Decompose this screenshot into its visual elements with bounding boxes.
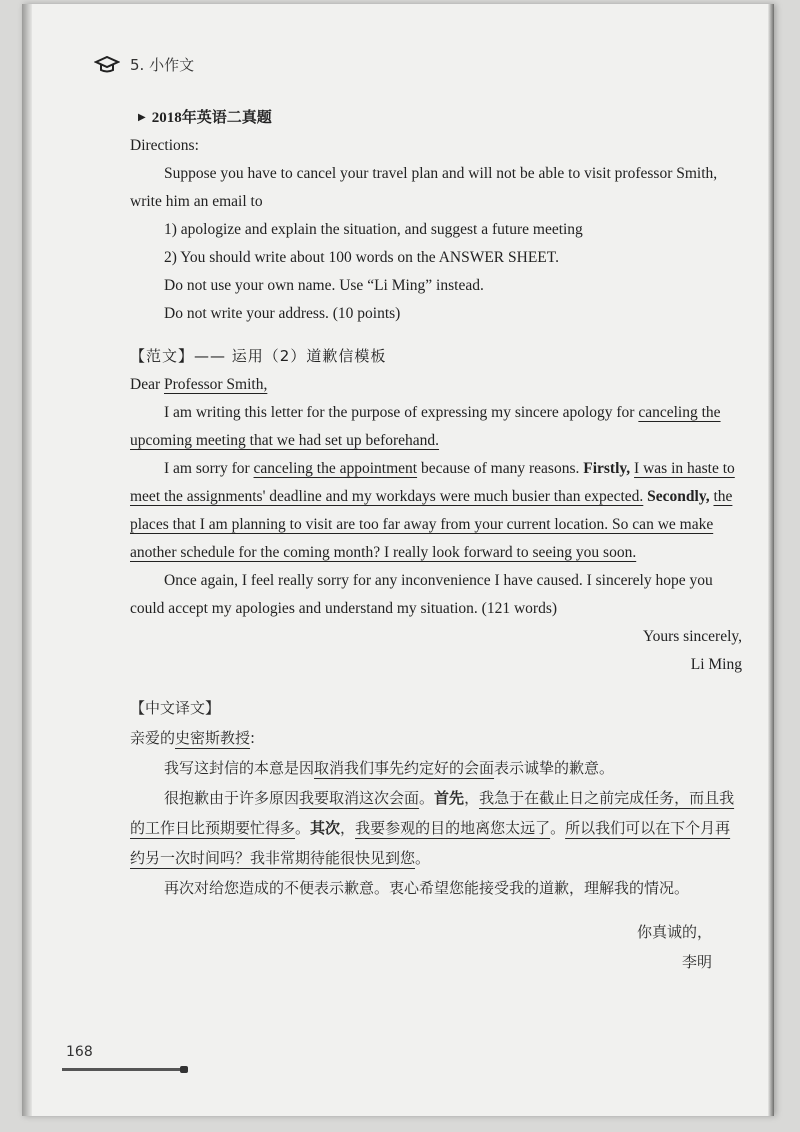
letter-closing: Yours sincerely, (642, 628, 742, 645)
letter-greeting (130, 371, 742, 399)
cn-p2-underlined-j: 所以我们可以在下个月再约另一次时间吗？我非常期待能很快见到您 (130, 819, 731, 867)
translation-closing: 你真诚的， (636, 923, 712, 941)
cn-greeting-a: 亲爱的 (130, 729, 176, 747)
cn-p2-second: 其次 (310, 819, 341, 837)
directions-label: Directions: (130, 137, 199, 154)
page-number: 168 (66, 1044, 93, 1060)
greeting-prefix: Dear (130, 376, 164, 393)
cn-p1-underlined: 取消我们事先约定好的会面 (314, 759, 495, 777)
exam-title (138, 104, 742, 132)
p2-text-a: I am sorry for (164, 460, 254, 477)
page-edge-shadow (768, 4, 774, 1116)
section-header (94, 54, 194, 75)
p1-text: I am writing this letter for the purpose of expressing my sincere apology for (164, 404, 639, 421)
cn-p1-a: 我写这封信的本意是因 (164, 759, 315, 777)
exam-title-text: 2018年英语二真题 (151, 110, 272, 126)
p2-secondly: Secondly, (647, 488, 710, 505)
cn-p2-first: 首先 (434, 789, 465, 807)
p2-underlined-e: I was in haste to meet the assignments' deadline and my workdays were much busier than expected. (130, 460, 735, 505)
cn-greeting-name: 史密斯教授 (175, 729, 251, 747)
graduation-cap-icon (94, 56, 120, 74)
cn-p2-underlined-h: 我要参观的目的地离您太远了 (355, 819, 551, 837)
p2-text-c: because of many reasons. (417, 460, 584, 477)
greeting-name: Professor Smith, (164, 376, 268, 393)
model-essay-heading (130, 342, 742, 371)
section-title: 5. 小作文 (130, 56, 195, 74)
page-content (130, 104, 742, 977)
cn-p2-k: 。 (415, 849, 431, 867)
cn-p2-i: 。 (550, 819, 566, 837)
book-page (22, 4, 774, 1116)
direction-item: 1) apologize and explain the situation, and suggest a future meeting (164, 221, 583, 238)
translation-paragraph-1 (130, 753, 742, 783)
triangle-bullet-icon: ▶ (138, 112, 146, 123)
cn-p1-c: 表示诚挚的歉意。 (494, 759, 615, 777)
letter-paragraph-1 (130, 399, 742, 455)
cn-p2-g: ， (340, 819, 356, 837)
p2-underlined-h: the places that I am planning to visit are too far away from your current location. So can we make another schedule for the coming month? I really look forward to seeing you soon. (130, 488, 733, 561)
cn-greeting-c: : (250, 729, 256, 747)
translation-paragraph-3: 再次对给您造成的不便表示歉意。衷心希望您能接受我的道歉，理解我的情况。 (164, 879, 690, 897)
direction-item: Do not write your address. (10 points) (164, 305, 401, 322)
letter-paragraph-2 (130, 455, 742, 567)
model-label-suffix: —— 运用（2）道歉信模板 (194, 347, 387, 365)
cn-p2-underlined-e: 我急于在截止日之前完成任务，而且我的工作日比预期要忙得多 (130, 789, 735, 837)
p2-underlined-b: canceling the appointment (253, 460, 418, 477)
translation-signature: 李明 (681, 953, 712, 971)
cn-p2-f: 。 (295, 819, 311, 837)
footer-rule-end (180, 1066, 188, 1073)
letter-signature: Li Ming (690, 656, 742, 673)
page-binding-shadow (22, 4, 32, 1116)
cn-p2-c: 。 (419, 789, 435, 807)
p2-firstly: Firstly, (583, 460, 631, 477)
directions-prompt: Suppose you have to cancel your travel plan and will not be able to visit professor Smith, write him an email to (130, 165, 718, 210)
translation-heading: 【中文译文】 (130, 699, 221, 717)
cn-p2-a: 很抱歉由于许多原因 (164, 789, 300, 807)
translation-paragraph-2 (130, 783, 742, 873)
direction-item: 2) You should write about 100 words on the ANSWER SHEET. (164, 249, 559, 266)
cn-p2-d: ， (464, 789, 480, 807)
chinese-translation (130, 693, 742, 977)
translation-greeting (130, 723, 742, 753)
cn-p2-underlined-b: 我要取消这次会面 (299, 789, 420, 807)
direction-item: Do not use your own name. Use “Li Ming” instead. (164, 277, 484, 294)
model-label: 【范文】 (130, 347, 195, 365)
p1-underlined: canceling the upcoming meeting that we had set up beforehand. (130, 404, 721, 449)
letter-paragraph-3: Once again, I feel really sorry for any inconvenience I have caused. I sincerely hope you could accept my apologies and understand my situation. (121 words) (130, 572, 713, 617)
footer-rule (62, 1068, 182, 1071)
